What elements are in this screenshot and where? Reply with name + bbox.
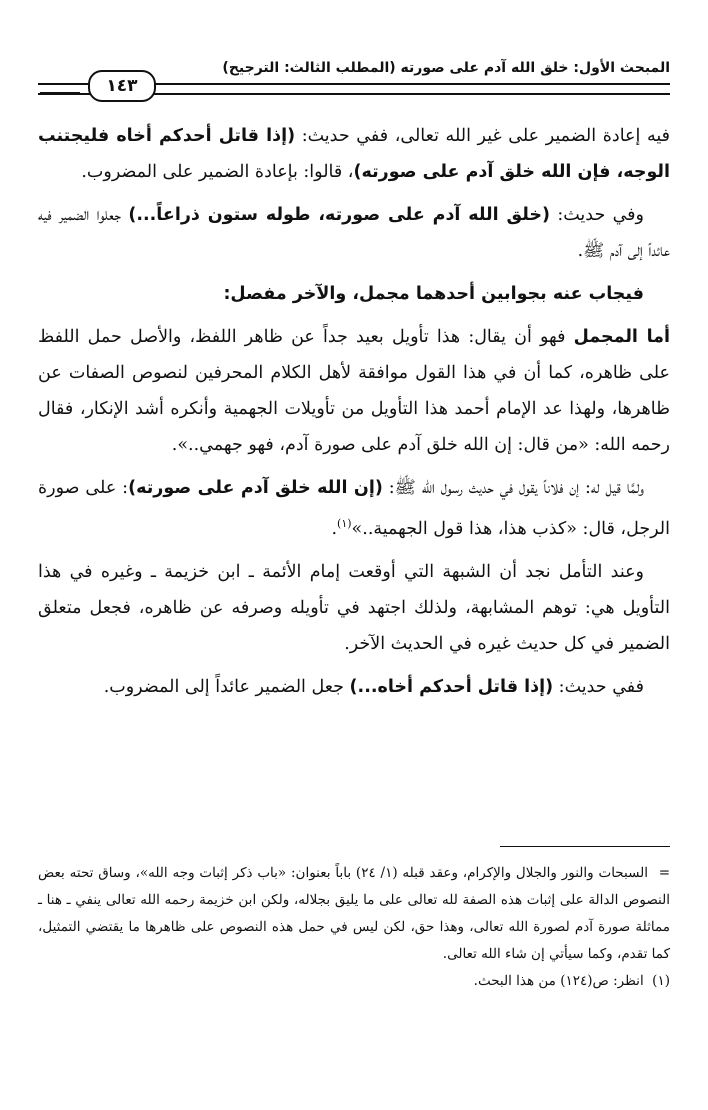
header-rule-left bbox=[40, 92, 80, 94]
footnote-number: (١) bbox=[652, 973, 670, 989]
footnote-ref-1[interactable]: (١) bbox=[337, 517, 352, 530]
paragraph-3-heading: فيجاب عنه بجوابين أحدهما مجمل، والآخر مفصل: bbox=[223, 284, 644, 304]
running-header-title: المبحث الأول: خلق الله آدم على صورته (المطلب الثالث: الترجيح) bbox=[222, 60, 670, 76]
hadith-quote: (خلق الله آدم على صورته، طوله ستون ذراعاً...) bbox=[128, 205, 550, 225]
footnote-continuation: =السبحات والنور والجلال والإكرام، وعقد قبله (١/ ٢٤) باباً بعنوان: «باب ذكر إثبات وجه الله»، وساق تحته بعض النصوص الدالة على إثبات هذه الصفة لله تعالى على ما يليق بجلاله، ولكن ابن خزيمة رحمه الله تعالى ينفي ـ هنا ـ مماثلة صورة آدم لصورة الله تعالى، وهذا حق، لكن ليس في حمل هذه النصوص على ظاهرها ما يقتضي التمثيل، كما تقدم، وكما سيأتي إن شاء الله تعالى. bbox=[38, 860, 670, 968]
paragraph-1: فيه إعادة الضمير على غير الله تعالى، ففي حديث: (إذا قاتل أحدكم أخاه فليجتنب الوجه، فإن الله خلق آدم على صورته)، قالوا: بإعادة الضمير على المضروب. bbox=[38, 126, 670, 182]
paragraph-7: ففي حديث: (إذا قاتل أحدكم أخاه...) جعل الضمير عائداً إلى المضروب. bbox=[103, 676, 644, 697]
hadith-quote: (إن الله خلق آدم على صورته) bbox=[128, 478, 383, 498]
footnote-separator bbox=[500, 846, 670, 847]
continuation-mark: = bbox=[658, 865, 670, 881]
main-text bbox=[38, 118, 670, 712]
paragraph-5: ولمَّا قيل له: إن فلاناً يقول في حديث رسول الله ﷺ: (إن الله خلق آدم على صورته): على صورة الرجل، قال: «كذب هذا، هذا قول الجهمية..»$^{(١)}$. bbox=[38, 478, 670, 539]
footnote-1: (١) انظر: ص(١٢٤) من هذا البحث. bbox=[38, 968, 670, 995]
hadith-quote: (إذا قاتل أحدكم أخاه فليجتنب الوجه، فإن الله خلق آدم على صورته) bbox=[38, 126, 670, 182]
hadith-quote: (إذا قاتل أحدكم أخاه...) bbox=[349, 676, 554, 697]
paragraph-6: وعند التأمل نجد أن الشبهة التي أوقعت إمام الأئمة ـ ابن خزيمة ـ وغيره في هذا التأويل هي: توهم المشابهة، ولذلك اجتهد في تأويله وصرفه عن ظاهره، فجعل متعلق الضمير في كل حديث غيره في الحديث الآخر. bbox=[38, 561, 670, 654]
paragraph-2: وفي حديث: (خلق الله آدم على صورته، طوله ستون ذراعاً...) جعلوا الضمير فيه عائداً إلى آدم ﷺ. bbox=[38, 205, 670, 261]
footnotes bbox=[38, 860, 670, 995]
paragraph-4: أما المجمل فهو أن يقال: هذا تأويل بعيد جداً عن ظاهر اللفظ، والأصل حمل اللفظ على ظاهره، كما أن في هذا القول موافقة لأهل الكلام المحرفين لنصوص الصفات عن ظاهرها، ولهذا عد الإمام أحمد هذا التأويل من تأويلات الجهمية وأنكره أشد الإنكار، فقال رحمه الله: «من قال: إن الله خلق آدم على صورة آدم، فهو جهمي..». bbox=[38, 327, 670, 455]
page-number: ١٤٣ bbox=[88, 70, 156, 102]
section-lead: أما المجمل bbox=[573, 327, 670, 347]
